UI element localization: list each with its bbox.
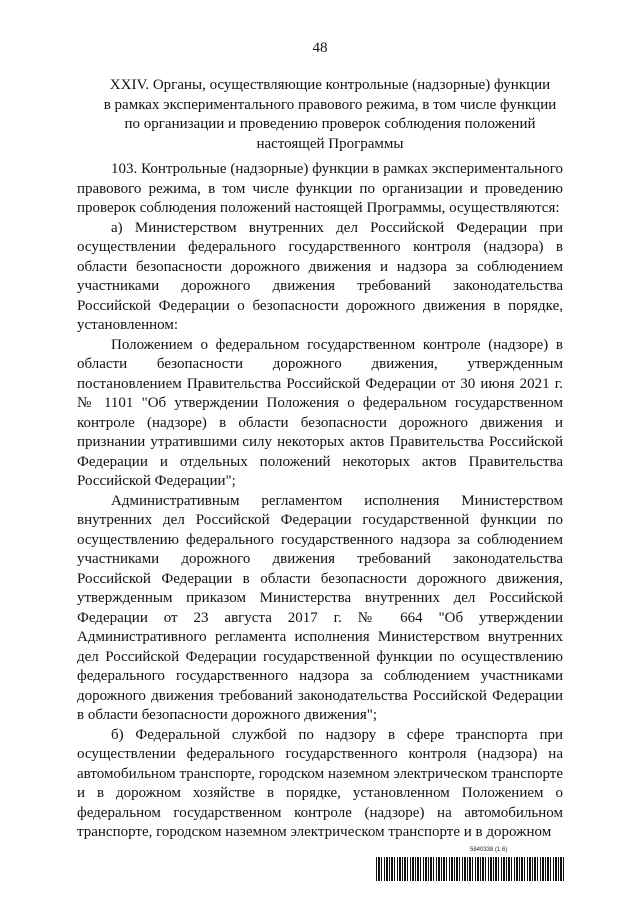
paragraph-item-b: б) Федеральной службой по надзору в сфере транспорта при осуществлении федерального государственного контроля (надзора) на автомобильном транспорте, городском наземном электрическом транспорте и в дорожном хозяйстве в порядке, установленном Положением о федеральном государственном контроле (надзоре) на автомобильном транспорте, городском наземном электрическом транспорте и в дорожном [77, 726, 563, 840]
paragraph-item-a: а) Министерством внутренних дел Российской Федерации при осуществлении федерального государственного контроля (надзора) в области безопасности дорожного движения и надзора за соблюдением участниками дорожного движения требований законодательства Российской Федерации о безопасности дорожного движения в порядке, установленном: [77, 219, 563, 333]
paragraph-regulation: Положением о федеральном государственном контроле (надзоре) в области безопасности дорожного движения, утвержденным постановлением Правительства Российской Федерации от 30 июня 2021 г. № 1101 "Об утверждении Положения о федеральном государственном контроле (надзоре) в области безопасности дорожного движения и признании утратившими силу некоторых актов Правительства Российской Федерации и отдельных положений некоторых актов Правительства Российской Федерации"; [77, 336, 563, 489]
paragraph-admin-reglament: Административным регламентом исполнения Министерством внутренних дел Российской Федерации государственной функции по осуществлению федерального государственного надзора за соблюдением участниками дорожного движения требований законодательства Российской Федерации в области безопасности дорожного движения, утвержденным приказом Министерства внутренних дел Российской Федерации от 23 августа 2017 г. № 664 "Об утверждении Административного регламента исполнения Министерством внутренних дел Российской Федерации государственной функции по осуществлению федерального государственного надзора за соблюдением участниками дорожного движения требований законодательства Российской Федерации в области безопасности дорожного движения"; [77, 492, 563, 723]
section-heading-line: XXIV. Органы, осуществляющие контрольные (надзорные) функции [109, 77, 551, 93]
barcode-image [376, 857, 564, 881]
page-number: 48 [312, 40, 328, 56]
section-heading-line: в рамках экспериментального правового режима, в том числе функции [103, 96, 557, 113]
section-heading-line: настоящей Программы [256, 135, 404, 152]
paragraph-103: 103. Контрольные (надзорные) функции в рамках экспериментального правового режима, в том числе функции по организации и проведению проверок соблюдения положений настоящей Программы, осуществляются: [77, 161, 563, 216]
document-body [77, 160, 563, 843]
barcode-id: 5840338 (1.6) [470, 847, 508, 853]
section-heading-line: по организации и проведению проверок соблюдения положений [124, 116, 536, 132]
section-heading [92, 76, 568, 154]
